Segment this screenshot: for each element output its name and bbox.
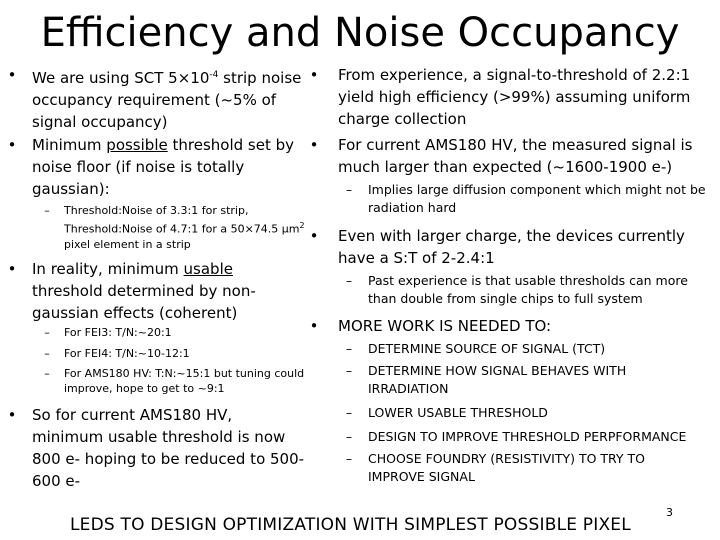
bullet-marker: • [309, 317, 319, 335]
bullet-marker: • [309, 136, 319, 154]
right-bullet-4 [308, 315, 708, 337]
right-bullet-3-sub [342, 272, 708, 308]
left-bullet-3-sub-2 [40, 346, 310, 361]
left-bullet-2-text: Minimum possible threshold set by noise floor (if noise is totally gaussian): [32, 136, 294, 198]
bullet-marker: • [309, 66, 319, 84]
dash-marker: – [345, 273, 353, 288]
right-bullet-4-sub-2 [342, 362, 708, 398]
footer-text: LEDS TO DESIGN OPTIMIZATION WITH SIMPLEST POSSIBLE PIXEL [70, 515, 631, 535]
dash-marker: – [345, 182, 353, 197]
right-bullet-4-text: MORE WORK IS NEEDED TO: [338, 317, 552, 335]
left-bullet-4 [6, 404, 306, 492]
left-bullet-3-sub-2-text: For FEI4: T/N:~10-12:1 [64, 347, 190, 360]
right-bullet-2-text: For current AMS180 HV, the measured signal is much larger than expected (~1600-1900 e-) [338, 136, 693, 176]
left-bullet-4-text: So for current AMS180 HV, minimum usable threshold is now 800 e- hoping to be reduced to 500-600 e- [32, 406, 305, 490]
dash-marker: – [345, 363, 353, 378]
left-bullet-2-sub-1-text: Threshold:Noise of 3.3:1 for strip, Threshold:Noise of 4.7:1 for a 50×74.5 µm$^2$ pixel element in a strip [64, 204, 305, 251]
right-bullet-3 [308, 225, 708, 269]
right-bullet-2-sub [342, 181, 708, 217]
bullet-marker: • [7, 260, 17, 278]
bullet-marker: • [309, 227, 319, 245]
dash-marker: – [44, 204, 50, 217]
right-bullet-3-sub-text: Past experience is that usable thresholds can more than double from single chips to full system [368, 273, 688, 306]
dash-marker: – [345, 451, 353, 466]
left-bullet-2-sub-1 [40, 203, 330, 252]
bullet-marker: • [7, 136, 17, 154]
right-bullet-4-sub-1 [342, 340, 708, 358]
right-bullet-1-text: From experience, a signal-to-threshold of 2.2:1 yield high efficiency (>99%) assuming uniform charge collection [338, 66, 691, 128]
right-bullet-4-sub-3-text: LOWER USABLE THRESHOLD [368, 405, 548, 420]
right-bullet-2 [308, 134, 708, 178]
bullet-marker: • [7, 66, 17, 84]
left-bullet-3-text: In reality, minimum usable threshold determined by non-gaussian effects (coherent) [32, 260, 256, 322]
right-bullet-3-text: Even with larger charge, the devices currently have a S:T of 2-2.4:1 [338, 227, 685, 267]
right-bullet-2-sub-text: Implies large diffusion component which might not be radiation hard [368, 182, 706, 215]
left-bullet-3-sub-1 [40, 325, 310, 340]
left-bullet-1 [6, 64, 306, 133]
dash-marker: – [345, 405, 353, 420]
right-bullet-1 [308, 64, 708, 130]
bullet-marker: • [7, 406, 17, 424]
dash-marker: – [345, 341, 353, 356]
left-bullet-3-sub-3 [40, 366, 310, 396]
dash-marker: – [44, 367, 50, 380]
dash-marker: – [44, 347, 50, 360]
right-bullet-4-sub-2-text: DETERMINE HOW SIGNAL BEHAVES WITH IRRADIATION [368, 363, 627, 396]
right-bullet-4-sub-3 [342, 404, 708, 422]
dash-marker: – [44, 326, 50, 339]
right-bullet-4-sub-5 [342, 450, 708, 486]
right-bullet-4-sub-1-text: DETERMINE SOURCE OF SIGNAL (TCT) [368, 341, 606, 356]
slide-title: Efficiency and Noise Occupancy [40, 10, 680, 56]
left-bullet-3-sub-1-text: For FEI3: T/N:~20:1 [64, 326, 172, 339]
dash-marker: – [345, 429, 353, 444]
page-number: 3 [666, 506, 673, 519]
left-bullet-3-sub-3-text: For AMS180 HV: T:N:~15:1 but tuning could improve, hope to get to ~9:1 [64, 367, 305, 395]
right-bullet-4-sub-4-text: DESIGN TO IMPROVE THRESHOLD PERPFORMANCE [368, 429, 687, 444]
left-bullet-2 [6, 134, 306, 200]
right-bullet-4-sub-4 [342, 428, 708, 446]
left-bullet-3 [6, 258, 306, 324]
right-bullet-4-sub-5-text: CHOOSE FOUNDRY (RESISTIVITY) TO TRY TO IMPROVE SIGNAL [368, 451, 646, 484]
left-bullet-1-text: We are using SCT $5\times 10^{-4}$ strip noise occupancy requirement (~5% of signal occupancy) [32, 69, 302, 131]
